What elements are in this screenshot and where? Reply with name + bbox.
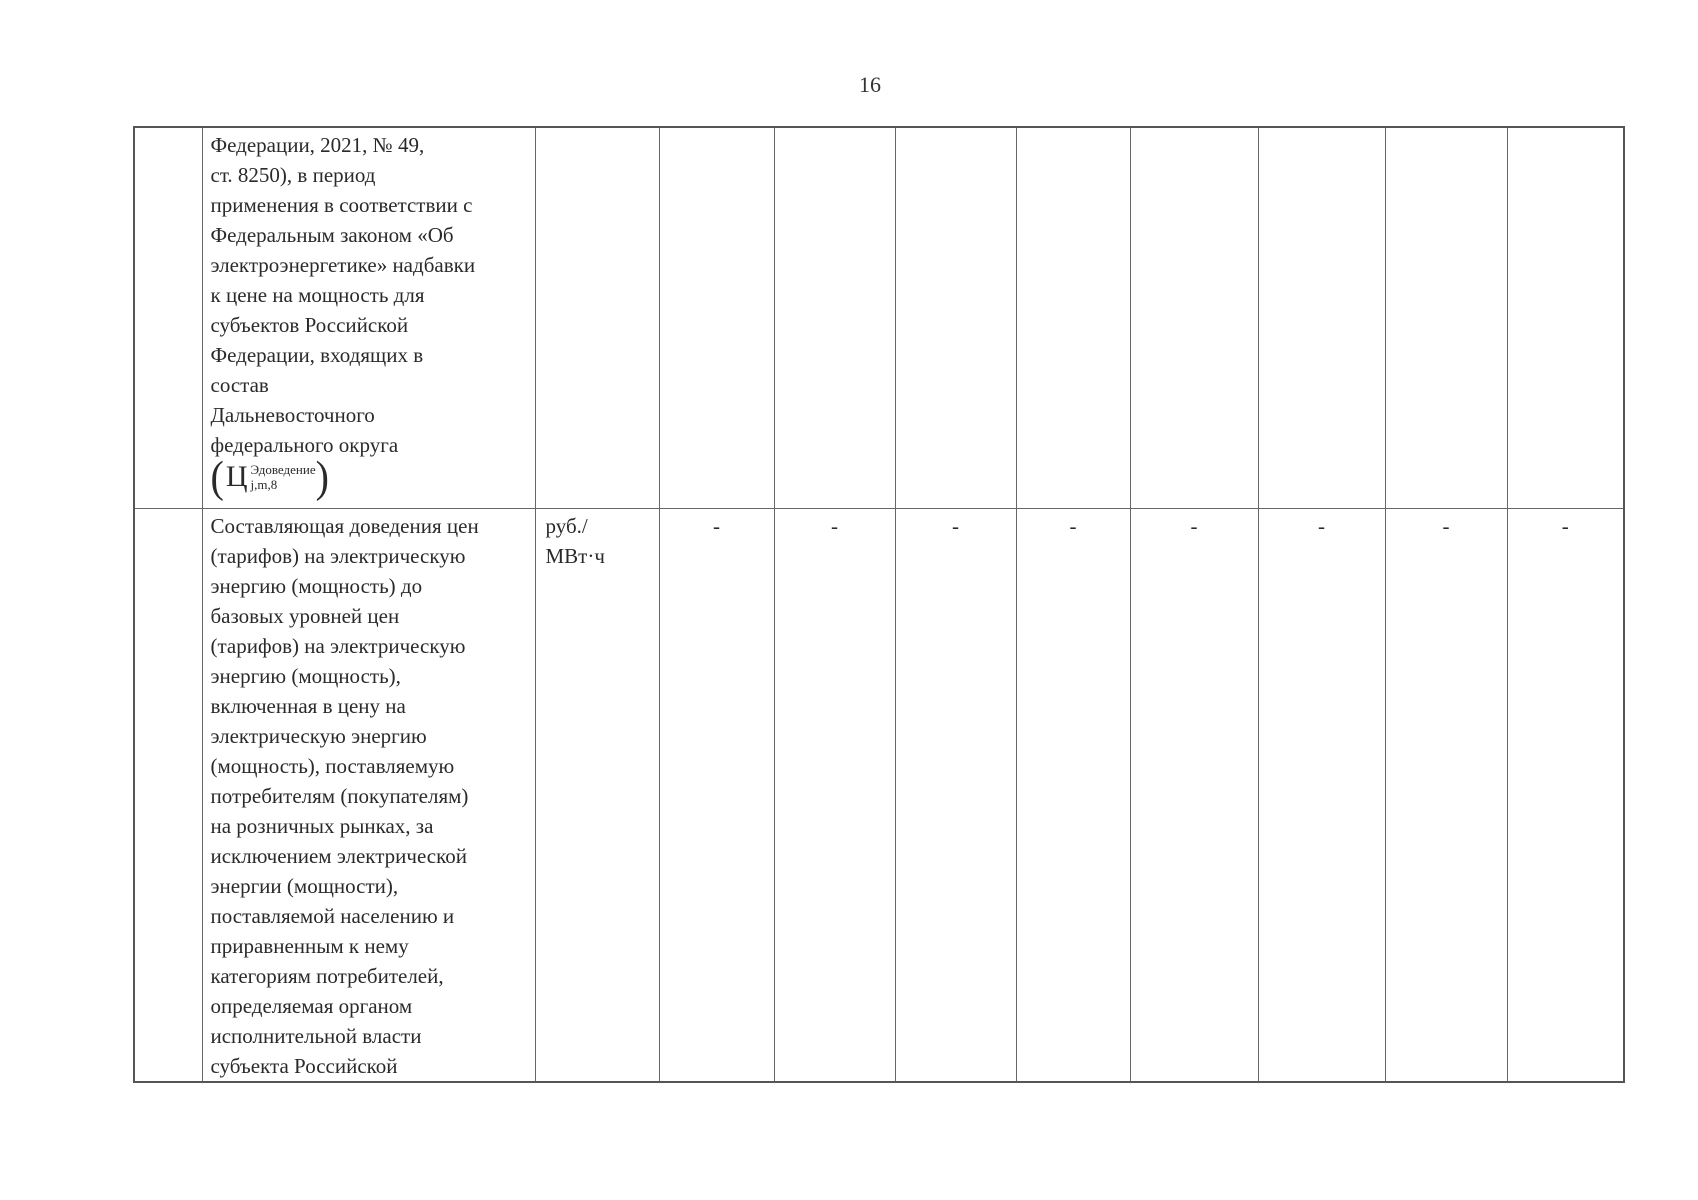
formula-close-paren: ) xyxy=(315,451,329,502)
value-cell: - xyxy=(659,508,774,1082)
value-cell xyxy=(1016,127,1130,508)
value-cell xyxy=(1130,127,1258,508)
unit-text: руб./ МВт·ч xyxy=(545,513,605,568)
value-cell xyxy=(1385,127,1507,508)
description-text: Федерации, 2021, № 49, ст. 8250), в период применения в соответствии с Федеральным законом «Об электроэнергетике» надбавки к цене на мощность для субъектов Российской Федерации, входящих в состав Дальневосточного федерального округа xyxy=(210,133,476,457)
formula-superscript: Эдоведение xyxy=(250,462,316,477)
formula-open-paren: ( xyxy=(210,451,224,502)
description-cell xyxy=(202,508,535,1082)
value-cell: - xyxy=(774,508,895,1082)
table-row xyxy=(134,127,1624,508)
value-cell: - xyxy=(1130,508,1258,1082)
value-cell: - xyxy=(1016,508,1130,1082)
row-number-cell xyxy=(134,508,202,1082)
formula xyxy=(210,451,329,502)
value-cell: - xyxy=(1385,508,1507,1082)
formula-symbol: Ц xyxy=(225,460,248,493)
formula-subscript: j,m,8 xyxy=(250,477,278,492)
unit-cell xyxy=(535,127,659,508)
value-cell: - xyxy=(895,508,1016,1082)
row-number-cell xyxy=(134,127,202,508)
value-cell xyxy=(774,127,895,508)
value-cell xyxy=(1258,127,1385,508)
description-cell xyxy=(202,127,535,508)
value-cell: - xyxy=(1507,508,1624,1082)
value-cell xyxy=(1507,127,1624,508)
value-cell xyxy=(659,127,774,508)
formula-scripts xyxy=(251,462,316,492)
description-text: Составляющая доведения цен (тарифов) на электрическую энергию (мощность) до базовых уровней цен (тарифов) на электрическую энергию (мощность), включенная в цену на электрическую энергию (мощность), поставляемую потребителям (покупателям) на розничных рынках, за исключением электрической энергии (мощности), поставляемой населению и приравненным к нему категориям потребителей, определяемая органом исполнительной власти субъекта Российской xyxy=(210,513,479,1078)
value-cell: - xyxy=(1258,508,1385,1082)
page-number: 16 xyxy=(859,72,881,97)
table-row xyxy=(134,508,1624,1082)
unit-cell xyxy=(535,508,659,1082)
tariff-table xyxy=(133,126,1625,1083)
value-cell xyxy=(895,127,1016,508)
